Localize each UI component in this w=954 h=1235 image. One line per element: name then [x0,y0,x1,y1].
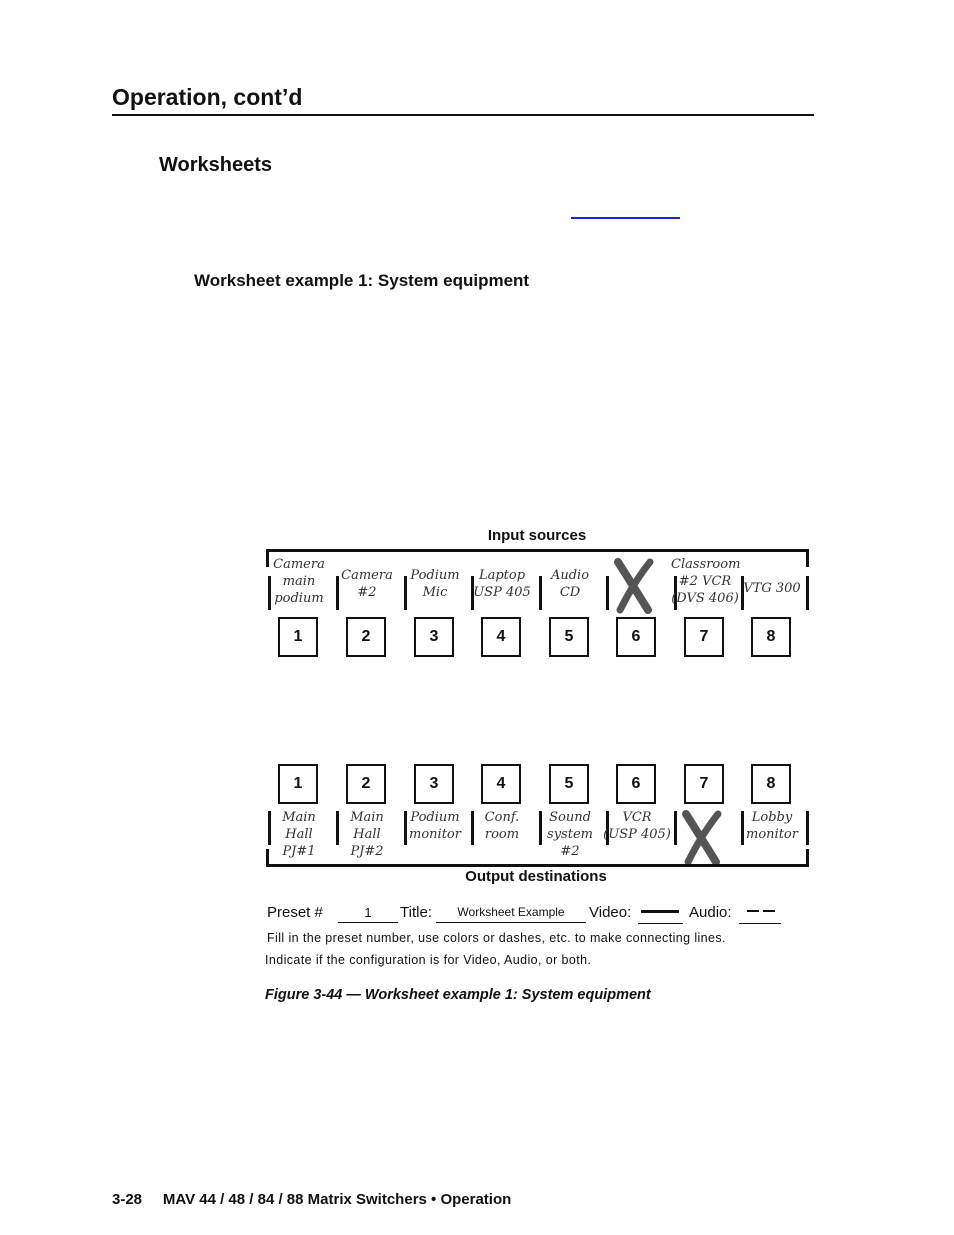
input-source-label: #2 VCR [678,574,732,589]
output-destination-label: Main [350,810,384,825]
video-label: Video: [589,904,632,921]
audio-line-field[interactable] [739,909,781,924]
page-footer: 3-28 MAV 44 / 48 / 84 / 88 Matrix Switchers • Operation [112,1191,512,1208]
input-source-label: Audio [550,568,590,583]
input-source-label: main [282,574,316,589]
input-number-box: 7 [684,617,724,657]
output-destination-label: Main [282,810,316,825]
input-source-label: Camera [341,568,393,583]
output-bracket-left-end [266,849,269,867]
output-number-box: 3 [414,764,454,804]
input-sources-label: Input sources [487,527,587,544]
output-bracket-bottom [266,864,809,867]
input-source-label: podium [274,591,324,606]
solid-line-icon [641,910,679,913]
output-number-box: 7 [684,764,724,804]
output-number-box: 1 [278,764,318,804]
preset-label: Preset # [267,904,323,921]
input-source-label: VTG 300 [743,581,801,596]
output-destination-label: (USP 405) [603,827,671,842]
title-rule [112,114,814,116]
output-destination-label: PJ#1 [282,844,316,859]
input-divider-bar [806,576,809,610]
input-number-box: 2 [346,617,386,657]
output-destination-label: Conf. [484,810,520,825]
crossed-out-icon [598,556,668,616]
input-source-label: CD [559,585,581,600]
input-source-label: USP 405 [473,585,531,600]
dash-line-icon [763,910,775,912]
input-number-box: 6 [616,617,656,657]
input-number-box: 1 [278,617,318,657]
video-line-field[interactable] [638,909,683,924]
output-destination-label: Hall [285,827,313,842]
title-field[interactable]: Worksheet Example [436,905,586,923]
input-source-label: #2 [357,585,377,600]
instruction-line-2: Indicate if the configuration is for Video, Audio, or both. [265,953,592,967]
output-destination-label: monitor [746,827,798,842]
input-number-box: 5 [549,617,589,657]
input-source-label: Laptop [478,568,526,583]
hyperlink-underline[interactable] [571,217,680,219]
input-source-label: Podium [410,568,460,583]
preset-field[interactable]: 1 [338,905,398,923]
output-number-box: 2 [346,764,386,804]
input-bracket-right-end [806,549,809,567]
crossed-out-icon [666,808,736,868]
output-number-box: 8 [751,764,791,804]
subsection-heading: Worksheet example 1: System equipment [194,271,530,290]
input-source-label: Classroom [671,557,741,572]
output-destination-label: Sound [549,810,591,825]
title-label: Title: [400,904,432,921]
output-number-box: 4 [481,764,521,804]
input-bracket-top [266,549,809,552]
output-destination-label: monitor [409,827,461,842]
input-source-label: Camera [273,557,325,572]
input-number-box: 8 [751,617,791,657]
output-bracket-right-end [806,849,809,867]
output-destination-label: #2 [560,844,580,859]
instruction-line-1: Fill in the preset number, use colors or dashes, etc. to make connecting lines. [267,931,726,945]
output-destinations-label: Output destinations [465,868,607,885]
page-title: Operation, cont’d [112,84,303,110]
output-destination-label: system [547,827,593,842]
output-destination-label: PJ#2 [350,844,384,859]
output-destination-label: Hall [353,827,381,842]
audio-label: Audio: [689,904,732,921]
input-number-box: 3 [414,617,454,657]
section-heading: Worksheets [159,154,273,176]
output-destination-label: Lobby [751,810,793,825]
output-destination-label: Podium [410,810,460,825]
input-source-label: (DVS 406) [671,591,739,606]
output-number-box: 6 [616,764,656,804]
output-number-box: 5 [549,764,589,804]
output-divider-bar [806,811,809,845]
input-number-box: 4 [481,617,521,657]
output-destination-label: VCR [622,810,652,825]
figure-caption: Figure 3-44 — Worksheet example 1: System equipment [265,987,651,1003]
input-source-label: Mic [422,585,448,600]
output-destination-label: room [484,827,520,842]
dash-line-icon [747,910,759,912]
